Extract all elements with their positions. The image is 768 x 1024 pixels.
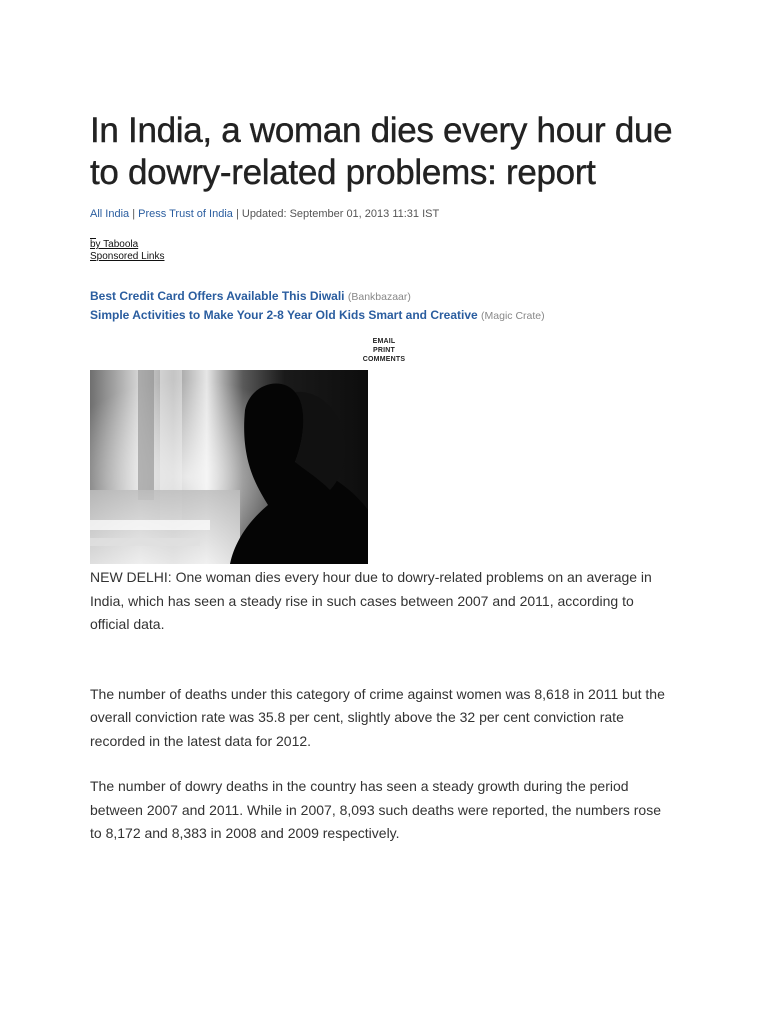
article-headline: In India, a woman dies every hour due to dowry-related problems: report xyxy=(90,111,673,192)
sponsored-links-label[interactable]: Sponsored Links xyxy=(90,251,165,262)
print-button[interactable]: PRINT xyxy=(373,347,395,354)
sponsored-item[interactable] xyxy=(90,287,690,306)
woman-silhouette-image xyxy=(90,370,368,564)
updated-timestamp: Updated: September 01, 2013 11:31 IST xyxy=(241,208,440,220)
sponsored-item[interactable] xyxy=(90,306,690,325)
sponsored-item-source: (Magic Crate) xyxy=(481,310,545,322)
sponsored-list xyxy=(90,287,690,325)
article-paragraph: The number of dowry deaths in the country has seen a steady growth during the period between 2007 and 2011. While in 2007, 8,093 such deaths were reported, the numbers rose to 8,172 and 8,383 in 2008 and 2009 respectively. xyxy=(90,778,662,841)
comments-button[interactable]: COMMENTS xyxy=(362,356,406,363)
byline xyxy=(90,208,690,220)
sponsored-item-title[interactable]: Best Credit Card Offers Available This Diwali xyxy=(90,289,345,303)
sponsored-item-source: (Bankbazaar) xyxy=(347,291,411,303)
article-paragraph: NEW DELHI: One woman dies every hour due to dowry-related problems on an average in India, which has seen a steady rise in such cases between 2007 and 2011, according to official data. xyxy=(90,569,652,632)
article-paragraph: The number of deaths under this category of crime against women was 8,618 in 2011 but the overall conviction rate was 35.8 per cent, slightly above the 32 per cent conviction rate recorded in the latest data for 2012. xyxy=(90,685,665,749)
byline-separator: | xyxy=(129,208,139,220)
article xyxy=(90,110,690,846)
article-tools xyxy=(90,337,678,364)
article-body xyxy=(90,566,675,846)
email-button[interactable]: EMAIL xyxy=(372,338,396,345)
source-link[interactable]: Press Trust of India xyxy=(138,208,233,220)
article-photo xyxy=(90,370,368,564)
section-link[interactable]: All India xyxy=(90,208,130,220)
taboola-link[interactable]: by Taboola xyxy=(90,239,139,250)
byline-separator: | xyxy=(232,208,242,220)
sponsored-item-title[interactable]: Simple Activities to Make Your 2-8 Year Old Kids Smart and Creative xyxy=(90,308,478,322)
taboola-block xyxy=(90,234,690,263)
